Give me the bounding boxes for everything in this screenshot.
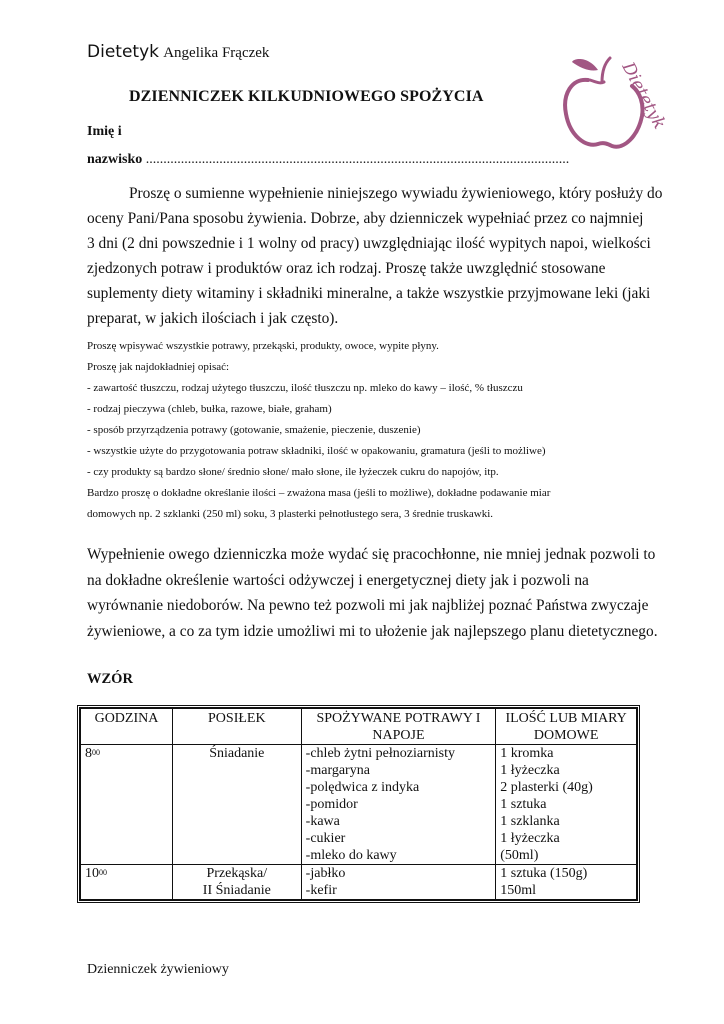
name-label: Imię i: [87, 124, 122, 139]
amount-item: 1 łyżeczka: [500, 763, 560, 778]
header-amounts: ILOŚĆ LUB MIARY DOMOWE: [496, 709, 637, 745]
hour-minutes: 00: [92, 748, 100, 757]
foods-cell: [301, 865, 496, 900]
meal-cell: Śniadanie: [172, 745, 301, 865]
amount-item: 1 szklanka: [500, 814, 560, 829]
intro-paragraph: [87, 181, 663, 331]
food-item: -polędwica z indyka: [305, 780, 420, 795]
intro-line: 3 dni (2 dni powszednie i 1 wolny od pracy) uwzględniając ilość wypitych napoi, wielkości: [87, 235, 651, 252]
instruction-line: Proszę jak najdokładniej opisać:: [87, 361, 230, 373]
instructions: [87, 336, 647, 525]
meal-line: II Śniadanie: [202, 883, 271, 898]
intro-line: preparat, w jakich ilościach i jak często).: [87, 310, 339, 327]
table-row: [81, 745, 637, 865]
food-item: -jabłko: [305, 866, 346, 881]
header: [87, 42, 269, 62]
closing-paragraph: [87, 542, 658, 644]
instruction-line: - czy produkty są bardzo słone/ średnio słone/ mało słone, ile łyżeczek cukru do napojów, itp.: [87, 466, 499, 478]
hour-minutes: 00: [99, 868, 107, 877]
meal-cell: [172, 865, 301, 900]
instruction-line: - zawartość tłuszczu, rodzaj użytego tłuszczu, ilość tłuszczu np. mleko do kawy – ilość, % tłuszczu: [87, 382, 523, 394]
header-author: Angelika Frączek: [163, 45, 270, 61]
header-hour: GODZINA: [81, 709, 173, 745]
apple-logo-icon: [558, 52, 674, 152]
meal-line: Przekąska/: [206, 866, 268, 881]
foods-cell: [301, 745, 496, 865]
food-item: -kawa: [305, 814, 340, 829]
table-header-row: [81, 709, 637, 745]
page-title: DZIENNICZEK KILKUDNIOWEGO SPOŻYCIA: [129, 88, 484, 105]
logo-text: Dietetyk: [617, 58, 670, 133]
instruction-line: - sposób przyrządzenia potrawy (gotowanie, smażenie, pieczenie, duszenie): [87, 424, 421, 436]
amounts-cell: [496, 865, 637, 900]
intro-line: oceny Pani/Pana sposobu żywienia. Dobrze, aby dzienniczek wypełniać przez co najmniej: [87, 210, 644, 227]
closing-line: Wypełnienie owego dzienniczka może wydać się pracochłonne, nie mniej jednak pozwoli to: [87, 546, 656, 563]
intro-line: suplementy diety witaminy i składniki mineralne, a także wszystkie przyjmowane leki (jaki: [87, 285, 651, 302]
instruction-line: Bardzo proszę o dokładne określanie ilości – zważona masa (jeśli to możliwe), dokładne podawanie miar: [87, 487, 551, 499]
instruction-line: - rodzaj pieczywa (chleb, bułka, razowe, białe, graham): [87, 403, 332, 415]
amount-item: 1 kromka: [500, 746, 554, 761]
amount-item: 1 sztuka: [500, 797, 547, 812]
instruction-line: - wszystkie użyte do przygotowania potraw składniki, ilość w opakowaniu, gramatura (jeśli to możliwe): [87, 445, 546, 457]
intro-line: Proszę o sumienne wypełnienie niniejszego wywiadu żywieniowego, który posłuży do: [129, 185, 663, 202]
closing-line: na dokładne określenie wartości odżywczej i energetycznej diety jak i pozwoli na: [87, 571, 589, 589]
header-meal: POSIŁEK: [172, 709, 301, 745]
hour-value: 8: [85, 746, 92, 761]
page-footer: Dzienniczek żywieniowy: [87, 962, 229, 977]
hour-cell: [81, 865, 173, 900]
amount-item: (50ml): [500, 848, 539, 863]
food-item: -cukier: [305, 831, 346, 846]
food-item: -chleb żytni pełnoziarnisty: [305, 746, 455, 761]
header-brand: Dietetyk: [87, 42, 159, 62]
example-table: [77, 705, 640, 903]
table-row: [81, 865, 637, 900]
amount-item: 1 łyżeczka: [500, 831, 560, 846]
instruction-line: Proszę wpisywać wszystkie potrawy, przekąski, produkty, owoce, wypite płyny.: [87, 340, 439, 352]
surname-label: nazwisko: [87, 152, 143, 167]
header-foods: SPOŻYWANE POTRAWY I NAPOJE: [301, 709, 496, 745]
food-item: -kefir: [305, 883, 337, 898]
amount-item: 2 plasterki (40g): [500, 780, 593, 795]
intro-line: zjedzonych potraw i produktów oraz ich rodzaj. Proszę także uwzględnić stosowane: [87, 260, 606, 277]
surname-dots: .........................................................................................................................: [142, 152, 570, 167]
closing-line: wyrównanie niedoborów. Na pewno też pozwoli mi jak najbliżej poznać Państwa zwyczaje: [87, 597, 649, 614]
food-item: -pomidor: [305, 797, 358, 812]
closing-line: żywieniowe, a co za tym idzie umożliwi mi to ułożenie jak najlepszego planu dietetycznego.: [87, 622, 658, 640]
food-item: -mleko do kawy: [305, 848, 397, 863]
instruction-line: domowych np. 2 szklanki (250 ml) soku, 3 plasterki pełnotłustego sera, 3 średnie truskawki.: [87, 508, 494, 520]
hour-value: 10: [85, 866, 99, 881]
hour-cell: [81, 745, 173, 865]
surname-field: [87, 152, 569, 168]
amounts-cell: [496, 745, 637, 865]
example-heading: WZÓR: [87, 671, 133, 687]
amount-item: 150ml: [500, 883, 537, 898]
amount-item: 1 sztuka (150g): [500, 866, 588, 881]
food-item: -margaryna: [305, 763, 370, 778]
